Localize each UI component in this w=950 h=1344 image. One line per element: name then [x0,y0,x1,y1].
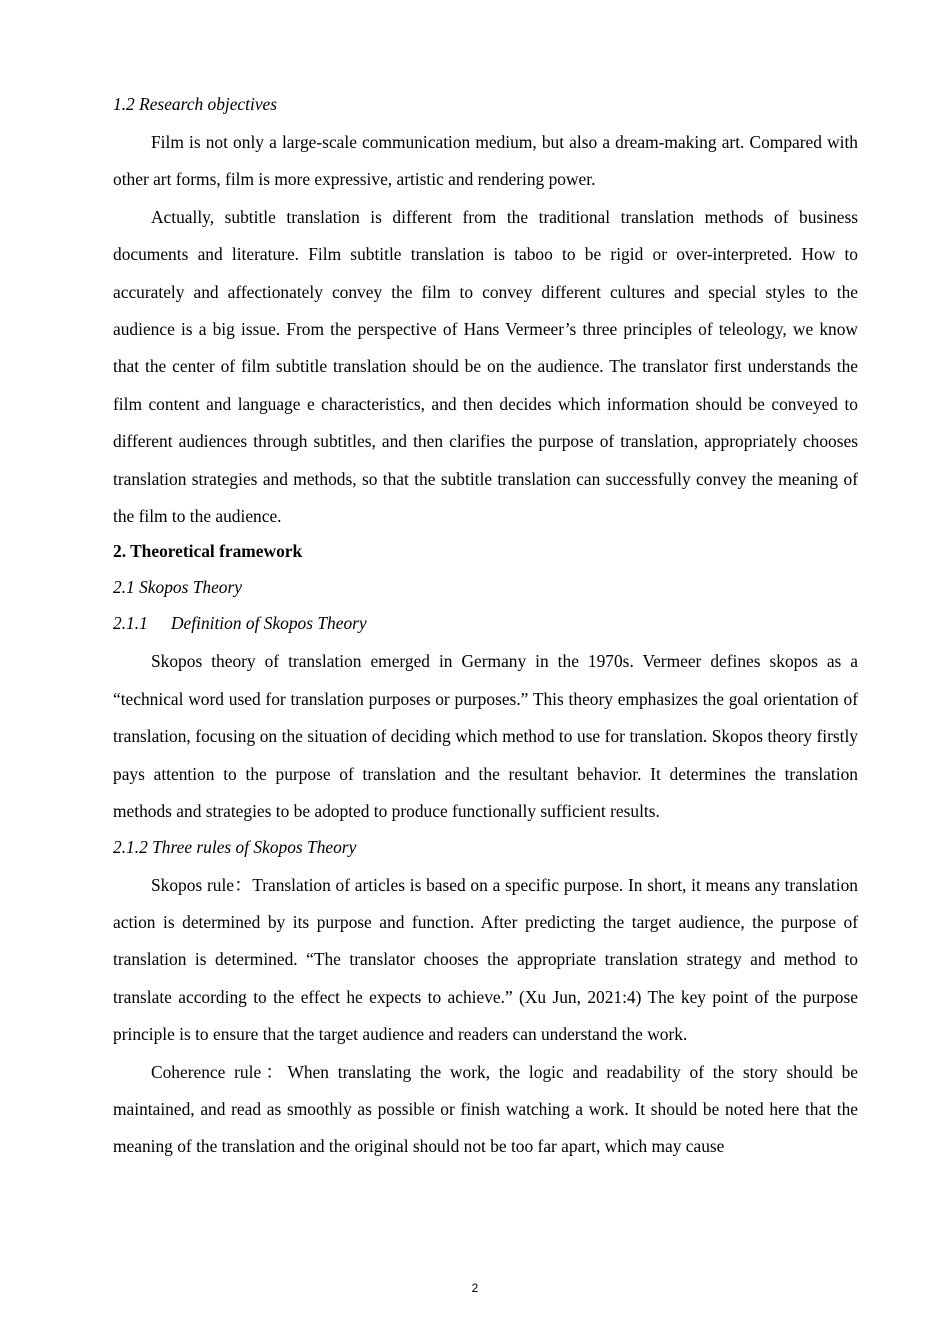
section-heading-definition [113,607,858,639]
paragraph-research-1: Film is not only a large-scale communication medium, but also a dream-making art. Compared with other art forms, film is more expressive, artistic and rendering power. [113,132,858,190]
section-number: 2.1.1 [113,613,148,634]
page-number: 2 [471,1281,479,1295]
section-heading-skopos-theory: 2.1 Skopos Theory [113,577,242,598]
paragraph-coherence-rule: Coherence rule：When translating the work, the logic and readability of the story should be maintained, and read as smoothly as possible or finish watching a work. It should be noted here that the meaning of the translation and the original should not be too far apart, which may cause [113,1061,858,1157]
section-heading-research-objectives: 1.2 Research objectives [113,94,278,114]
document-page [113,88,858,1166]
section-heading-three-rules: 2.1.2 Three rules of Skopos Theory [113,836,357,857]
paragraph-skopos-rule: Skopos rule：Translation of articles is based on a specific purpose. In short, it means any translation action is determined by its purpose and function. After predicting the target audience, the purpose of translation is determined. “The translator chooses the appropriate translation strategy and method to translate according to the effect he expects to achieve.” (Xu Jun, 2021:4) The key point of the purpose principle is to ensure that the target audience and readers can understand the work. [113,874,858,1045]
section-heading-theoretical-framework: 2. Theoretical framework [113,541,303,562]
section-title: Definition of Skopos Theory [171,613,367,634]
paragraph-definition: Skopos theory of translation emerged in Germany in the 1970s. Vermeer defines skopos as a “technical word used for translation purposes or purposes.” This theory emphasizes the goal orientation of translation, focusing on the situation of deciding which method to use for translation. Skopos theory firstly pays attention to the purpose of translation and the resultant behavior. It determines the translation methods and strategies to be adopted to produce functionally sufficient results. [113,651,858,822]
paragraph-research-2: Actually, subtitle translation is different from the traditional translation methods of business documents and literature. Film subtitle translation is taboo to be rigid or over-interpreted. How to accurately and affectionately convey the film to convey different cultures and special styles to the audience is a big issue. From the perspective of Hans Vermeer’s three principles of teleology, we know that the center of film subtitle translation should be on the audience. The translator first understands the film content and language e characteristics, and then decides which information should be conveyed to different audiences through subtitles, and then clarifies the purpose of translation, appropriately chooses translation strategies and methods, so that the subtitle translation can successfully convey the meaning of the film to the audience. [113,206,858,527]
